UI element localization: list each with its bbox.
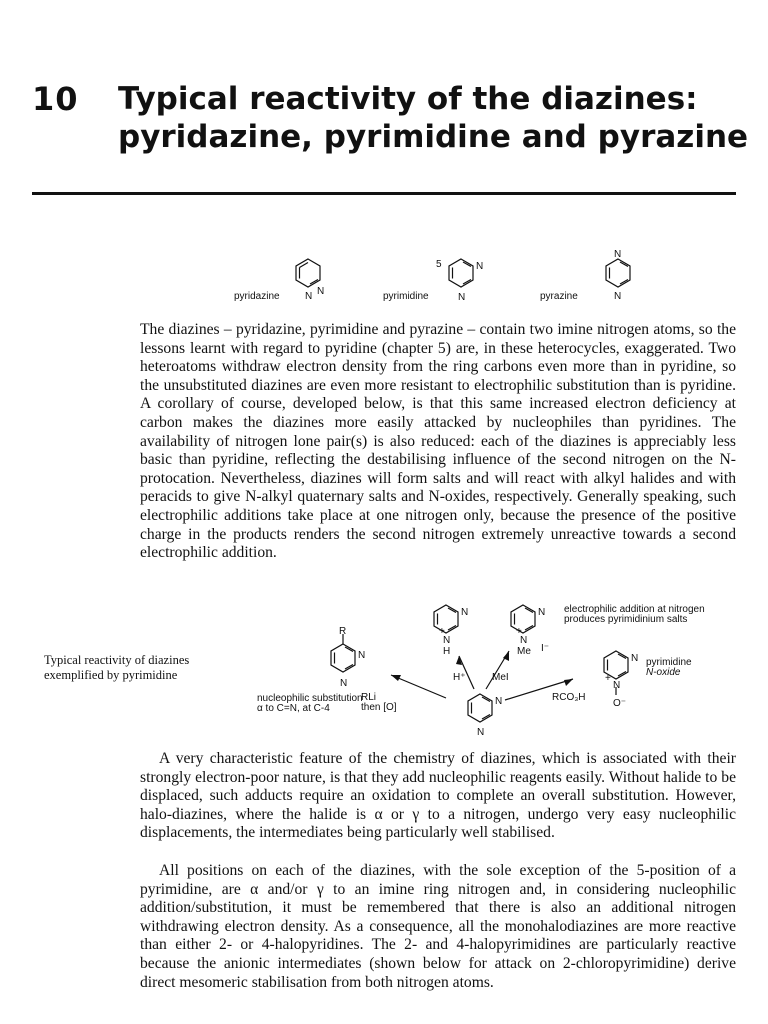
pyrazine-label: pyrazine xyxy=(540,291,578,302)
chapter-number: 10 xyxy=(32,80,79,118)
protonated-n2: N xyxy=(443,635,451,646)
pyrimidine-n1: N xyxy=(476,261,484,272)
side-note: Typical reactivity of diazines exemplified by pyrimidine xyxy=(44,653,190,682)
diazine-structures xyxy=(0,245,768,310)
paragraph-intro: The diazines – pyridazine, pyrimidine and pyrazine – contain two imine nitrogen atoms, so the lessons learnt with regard to pyridine (chapter 5) are, in these heterocycles, exaggerated. Two heteroatoms withdraw electron density from the ring carbons even more than in pyridine, so the unsubstituted diazines are even more resistant to electrophilic substitution than is pyridine. A corollary of course, developed below, is that this same increased electron deficiency at carbon makes the diazines more easily attacked by nucleophiles than pyridines. The availability of nitrogen lone pair(s) is also reduced: each of the diazines is appreciably less basic than pyridine, reflecting the destabilising influence of the second nitrogen on the N-protocation. Nevertheless, diazines will form salts and will react with alkyl halides and with peracids to give N-alkyl quaternary salts and N-oxides, respectively. Generally speaking, such electrophilic additions take place at one nitrogen only, because the presence of the positive charge in the products renders the second nitrogen extremely unreactive towards a second electrophilic addition. xyxy=(140,321,736,562)
pyridazine-n2: N xyxy=(305,291,313,302)
electrophilic-label-line2: produces pyrimidinium salts xyxy=(564,614,688,625)
pyridazine-label: pyridazine xyxy=(234,291,280,302)
nucleophilic-label-line1: nucleophilic substitution xyxy=(257,693,363,704)
pyrimidine-n2: N xyxy=(458,292,466,303)
reagent-rco3h: RCO₃H xyxy=(552,692,586,703)
methylated-n1: N xyxy=(538,607,546,618)
chapter-title: Typical reactivity of the diazines: pyridazine, pyrimidine and pyrazine xyxy=(118,81,749,155)
n-oxide-label-line1: pyrimidine xyxy=(646,657,692,668)
reagent-h-plus: H⁺ xyxy=(453,672,466,683)
reagent-then-o: then [O] xyxy=(361,702,397,713)
paragraph-halodiazines: All positions on each of the diazines, with the sole exception of the 5-position of a pyrimidine, are α and/or γ to an imine ring nitrogen and, in considering nucleophilic addition/substitution, it must be remembered that there is also an additional nitrogen withdrawing electron density. As a consequence, all the monohalodiazines are more reactive than either 2- or 4-halopyridines. The 2- and 4-halopyrimidines are particularly reactive because the anionic intermediates (shown below for attack on 2-chloropyrimidine) derive direct mesomeric stabilisation from both nitrogen atoms. xyxy=(140,862,736,991)
pyrimidine-label: pyrimidine xyxy=(383,291,429,302)
methylated-n2: N xyxy=(520,635,528,646)
reagent-mei: MeI xyxy=(492,672,509,683)
substituted-n1: N xyxy=(358,650,366,661)
protonated-h: H xyxy=(443,646,451,657)
pyrimidine-position-5: 5 xyxy=(436,259,442,270)
methylated-me: Me xyxy=(517,646,531,657)
paragraph-nucleophilic-addition: A very characteristic feature of the chemistry of diazines, which is associated with their strongly electron-poor nature, is that they add nucleophilic reagents easily. Without halide to be displaced, such adducts require an oxidation to complete an overall substitution. However, halo-diazines, where the halide is α or γ to a nitrogen, undergo very easy nucleophilic displacements, the intermediates being particularly well stabilised. xyxy=(140,750,736,842)
nucleophilic-label-line2: α to C=N, at C-4 xyxy=(257,703,330,714)
n-oxide-n1: N xyxy=(631,653,639,664)
n-oxide-n2: N xyxy=(613,680,621,691)
central-n2: N xyxy=(477,727,485,738)
protonated-n1: N xyxy=(461,607,469,618)
substituent-r: R xyxy=(339,626,347,637)
heading-rule xyxy=(32,192,736,195)
reagent-rli: RLi xyxy=(361,692,377,703)
pyridazine-n1: N xyxy=(317,286,325,297)
reactivity-scheme xyxy=(0,585,768,745)
n-oxide-label-line2: N-oxide xyxy=(646,667,681,678)
electrophilic-label-line1: electrophilic addition at nitrogen xyxy=(564,604,705,615)
central-n1: N xyxy=(495,696,503,707)
pyrazine-n1: N xyxy=(614,249,622,260)
iodide-counterion: I⁻ xyxy=(541,643,550,654)
n-oxide-plus: + xyxy=(605,673,611,684)
methylated-plus: + xyxy=(516,626,522,637)
protonated-plus: + xyxy=(439,626,445,637)
n-oxide-o-minus: O⁻ xyxy=(613,698,627,709)
pyrazine-n2: N xyxy=(614,291,622,302)
substituted-n2: N xyxy=(340,678,348,689)
